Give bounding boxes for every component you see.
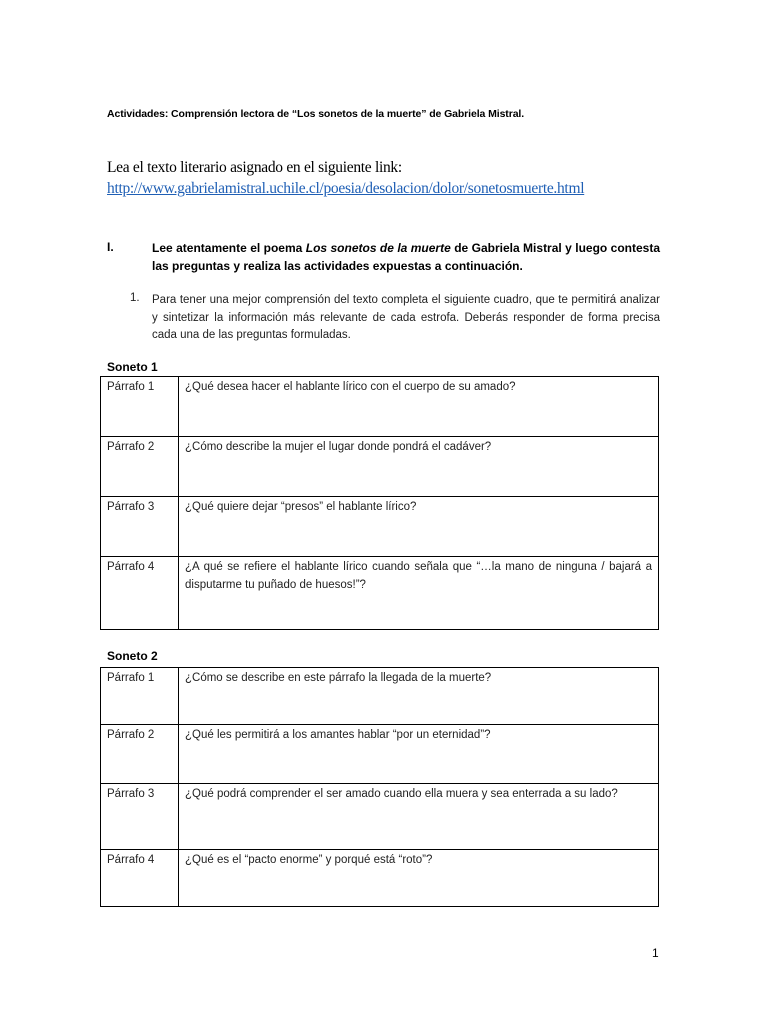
poem-link[interactable]: http://www.gabrielamistral.uchile.cl/poesia/desolacion/dolor/sonetosmuerte.html: [107, 180, 585, 197]
row-label: Párrafo 1: [101, 668, 179, 725]
row-question[interactable]: ¿Qué desea hacer el hablante lírico con el cuerpo de su amado?: [179, 377, 659, 437]
row-question[interactable]: ¿Qué les permitirá a los amantes hablar “por un eternidad”?: [179, 725, 659, 784]
row-label: Párrafo 2: [101, 437, 179, 497]
soneto-2-table: [100, 667, 659, 907]
section-text-before: Lee atentamente el poema: [152, 241, 306, 255]
soneto-2-title: Soneto 2: [107, 649, 158, 663]
intro-line: Lea el texto literario asignado en el siguiente link:: [107, 159, 402, 176]
table-row: [101, 557, 659, 630]
row-question[interactable]: ¿Cómo se describe en este párrafo la llegada de la muerte?: [179, 668, 659, 725]
row-label: Párrafo 4: [101, 557, 179, 630]
page-number: 1: [652, 946, 659, 960]
table-row: [101, 725, 659, 784]
intro-block: [107, 157, 584, 199]
row-question[interactable]: ¿Qué es el “pacto enorme” y porqué está “roto”?: [179, 850, 659, 907]
soneto-1-title: Soneto 1: [107, 360, 158, 374]
row-question[interactable]: ¿Qué quiere dejar “presos” el hablante lírico?: [179, 497, 659, 557]
row-label: Párrafo 4: [101, 850, 179, 907]
soneto-1-table: [100, 376, 659, 630]
table-row: [101, 377, 659, 437]
item-instructions: Para tener una mejor comprensión del texto completa el siguiente cuadro, que te permitirá analizar y sintetizar la información más relevante de cada estrofa. Deberás responder de forma precisa cada una de las preguntas formuladas.: [152, 294, 660, 341]
poem-title-italic: Los sonetos de la muerte: [305, 241, 451, 255]
row-question[interactable]: ¿Cómo describe la mujer el lugar donde pondrá el cadáver?: [179, 437, 659, 497]
table-row: [101, 850, 659, 907]
table-row: [101, 784, 659, 850]
row-question[interactable]: ¿A qué se refiere el hablante lírico cuando señala que “…la mano de ninguna / bajará a disputarme tu puñado de huesos!”?: [179, 557, 659, 630]
row-label: Párrafo 3: [101, 784, 179, 850]
section-instructions: [152, 240, 660, 275]
section-number: I.: [107, 240, 114, 254]
table-row: [101, 497, 659, 557]
document-title: Actividades: Comprensión lectora de “Los sonetos de la muerte” de Gabriela Mistral.: [107, 108, 525, 120]
section-text-after: de Gabriela Mistral y luego contesta las preguntas y realiza las actividades expuestas a continuación.: [152, 241, 661, 273]
row-label: Párrafo 2: [101, 725, 179, 784]
item-number: 1.: [130, 292, 140, 304]
row-question[interactable]: ¿Qué podrá comprender el ser amado cuando ella muera y sea enterrada a su lado?: [179, 784, 659, 850]
table-row: [101, 668, 659, 725]
table-row: [101, 437, 659, 497]
row-label: Párrafo 3: [101, 497, 179, 557]
row-label: Párrafo 1: [101, 377, 179, 437]
